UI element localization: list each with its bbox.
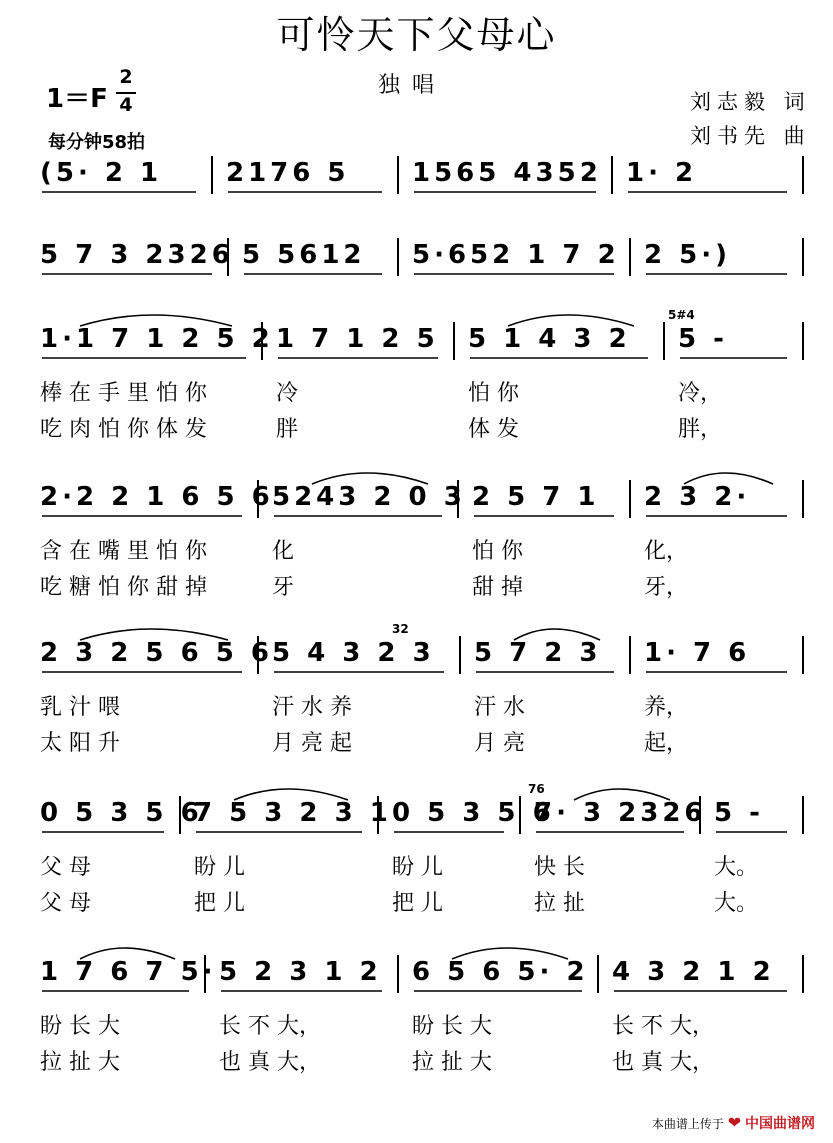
measure-notes: 5·652 1 7 2: [412, 240, 620, 270]
lyric-line-2: 牙: [272, 575, 295, 600]
lyric-line-1: 冷: [276, 381, 299, 406]
lyric-line-1: 怕 你: [472, 539, 523, 564]
footer: [652, 1113, 815, 1133]
measure-notes: 1· 2: [626, 158, 698, 188]
measure-notes: 2·2 2 1 6 5 6: [40, 482, 274, 512]
lyric-line-2: 拉 扯: [534, 891, 585, 916]
measure-notes: 1· 7 6: [644, 638, 751, 668]
measure-notes: 5 7 2 3: [474, 638, 602, 668]
lyric-line-1: 大。: [714, 855, 759, 880]
measure-notes: 5 -: [678, 324, 728, 354]
lyric-line-1: 快 长: [534, 855, 585, 880]
lyric-line-1: 养，: [644, 695, 689, 720]
measure-notes: 1 7 1 2 5: [276, 324, 439, 354]
lyric-line-1: 盼 儿: [392, 855, 443, 880]
lyric-line-2: 体 发: [468, 417, 519, 442]
measure-notes: 2 5·): [644, 240, 731, 270]
measure-notes: 5 4 3 2 3: [272, 638, 435, 668]
lyric-line-2: 拉 扯 大: [40, 1050, 120, 1075]
lyric-line-1: 化，: [644, 539, 689, 564]
lyric-line-1: 棒 在 手 里 怕 你: [40, 381, 207, 406]
lyric-line-2: 月 亮 起: [272, 731, 352, 756]
lyric-line-1: 长 不 大，: [219, 1014, 321, 1039]
measure-notes: 5243 2 0 3: [272, 482, 466, 512]
measure-notes: 6 5 6 5· 2: [412, 957, 589, 987]
lyric-line-2: 胖: [276, 417, 299, 442]
performance-mode: 独唱: [378, 73, 447, 98]
grace-note: 76: [528, 782, 545, 796]
logo-icon: ❤: [727, 1113, 742, 1132]
footer-text: 本曲谱上传于: [651, 1117, 724, 1131]
footer-brand: 中国曲谱网: [745, 1116, 815, 1132]
composer-credit: 刘书先 曲: [690, 124, 811, 148]
lyric-line-2: 月 亮: [474, 731, 525, 756]
lyric-line-1: 长 不 大，: [612, 1014, 714, 1039]
lyric-line-2: 太 阳 升: [40, 731, 120, 756]
lyric-line-1: 汗 水: [474, 695, 525, 720]
measure-notes: 1 7 6 7 5·: [40, 957, 217, 987]
grace-note: 32: [392, 622, 409, 636]
lyric-line-2: 吃 肉 怕 你 体 发: [40, 417, 207, 442]
lyric-line-2: 起，: [644, 731, 689, 756]
key-signature: 1＝F: [46, 84, 108, 114]
lyric-line-2: 拉 扯 大: [412, 1050, 492, 1075]
lyric-line-1: 化: [272, 539, 295, 564]
measure-notes: 5 7 3 2326: [40, 240, 234, 270]
grace-note: 5#4: [668, 308, 695, 322]
song-title: 可怜天下父母心: [276, 13, 557, 57]
lyric-line-2: 吃 糖 怕 你 甜 掉: [40, 575, 207, 600]
measure-notes: 2 3 2·: [644, 482, 751, 512]
lyric-line-1: 父 母: [40, 855, 91, 880]
measure-notes: 1·1 7 1 2 5 2: [40, 324, 274, 354]
lyric-line-1: 怕 你: [468, 381, 519, 406]
lyric-line-1: 汗 水 养: [272, 695, 352, 720]
lyric-line-1: 盼 儿: [194, 855, 245, 880]
time-signature-numerator: 2: [119, 66, 133, 88]
lyric-line-2: 牙，: [644, 575, 689, 600]
lyric-line-2: 大。: [714, 891, 759, 916]
tempo-marking: 每分钟58拍: [48, 132, 146, 153]
lyric-line-2: 把 儿: [392, 891, 443, 916]
lyricist-credit: 刘志毅 词: [690, 90, 811, 114]
lyric-line-1: 盼 长 大: [40, 1014, 120, 1039]
measure-notes: 5 -: [714, 798, 764, 828]
measure-notes: 0 5 3 5 6: [392, 798, 555, 828]
lyric-line-2: 也 真 大，: [219, 1050, 321, 1075]
measure-notes: 7 5 3 2 3 1: [194, 798, 392, 828]
lyric-line-2: 父 母: [40, 891, 91, 916]
measure-notes: 1565 4352: [412, 158, 602, 188]
measure-notes: 5 1 4 3 2: [468, 324, 631, 354]
lyric-line-1: 盼 长 大: [412, 1014, 492, 1039]
lyric-line-2: 甜 掉: [472, 575, 523, 600]
measure-notes: 4 3 2 1 2: [612, 957, 775, 987]
measure-notes: 7· 3 2326: [534, 798, 707, 828]
measure-notes: 2 5 7 1: [472, 482, 600, 512]
measure-notes: 2 3 2 5 6 5 6: [40, 638, 273, 668]
time-signature-denominator: 4: [119, 94, 133, 116]
measure-notes: 0 5 3 5 6: [40, 798, 203, 828]
lyric-line-1: 含 在 嘴 里 怕 你: [40, 539, 207, 564]
lyric-line-2: 也 真 大，: [612, 1050, 714, 1075]
measure-notes: 5 5612: [242, 240, 366, 270]
lyric-line-1: 乳 汁 喂: [40, 695, 120, 720]
measure-notes: (5· 2 1: [40, 158, 163, 188]
lyric-line-2: 胖，: [678, 417, 723, 442]
measure-notes: 2176 5: [226, 158, 350, 188]
lyric-line-1: 冷，: [678, 381, 723, 406]
measure-notes: 5 2 3 1 2: [219, 957, 382, 987]
lyric-line-2: 把 儿: [194, 891, 245, 916]
